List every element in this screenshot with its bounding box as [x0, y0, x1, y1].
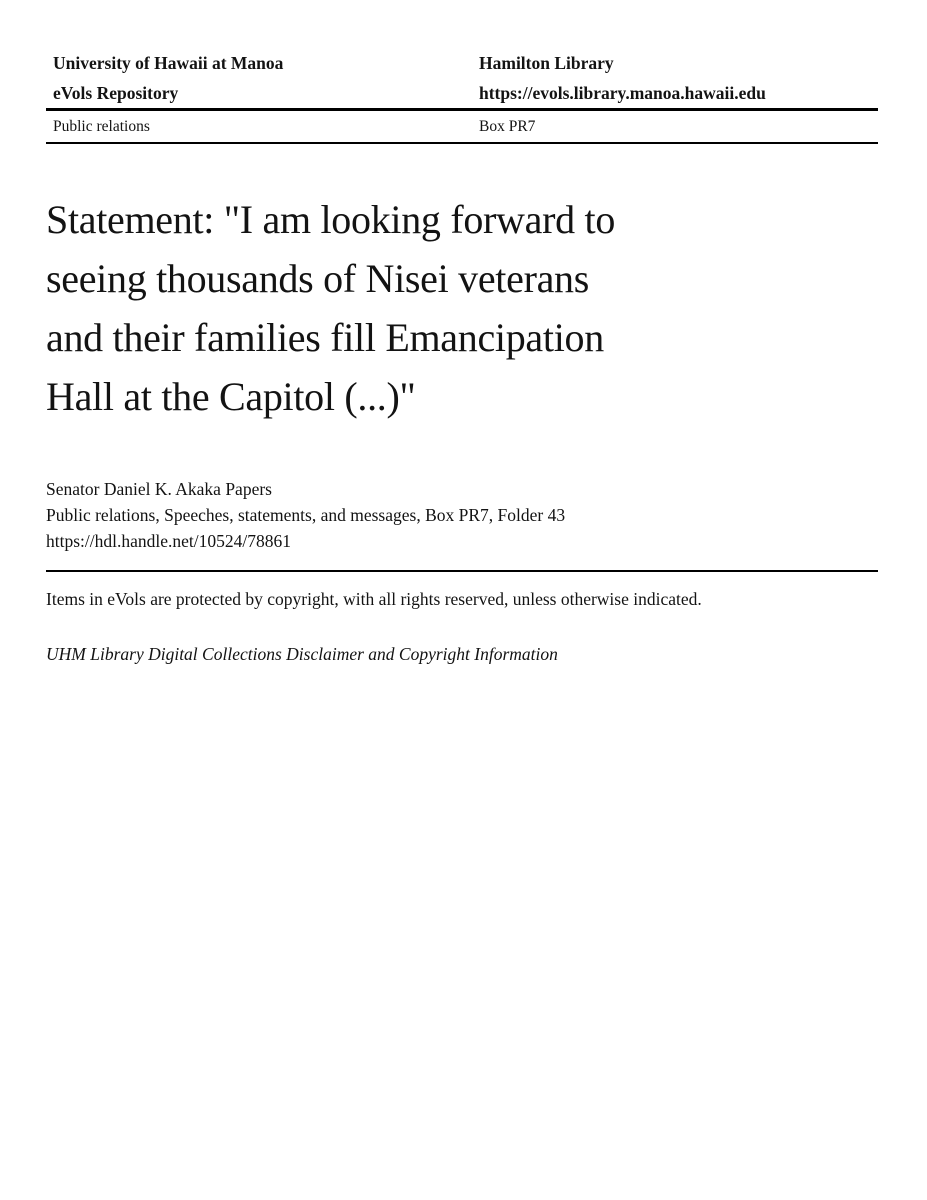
letterhead-left-column: [46, 48, 472, 108]
collection-label: Public relations: [53, 117, 150, 135]
handle-url-link[interactable]: https://hdl.handle.net/10524/78861: [46, 531, 291, 551]
letterhead: [46, 48, 878, 144]
title-line-3: and their families fill Emancipation: [46, 315, 604, 360]
repository-name: eVols Repository: [53, 83, 179, 103]
institution-name: University of Hawaii at Manoa: [53, 53, 284, 73]
title-line-2: seeing thousands of Nisei veterans: [46, 256, 590, 301]
title-line-1: Statement: "I am looking forward to: [46, 197, 616, 242]
box-label: Box PR7: [479, 117, 536, 135]
letterhead-top-row: [46, 48, 878, 108]
title-line-4: Hall at the Capitol (...)": [46, 374, 416, 419]
letterhead-rule-thin: [46, 142, 878, 144]
rights-statement: Items in eVols are protected by copyright, with all rights reserved, unless otherwise indicated.: [46, 589, 702, 609]
footer-rule: [46, 570, 878, 572]
library-name: Hamilton Library: [479, 53, 614, 73]
letterhead-right-column: [472, 48, 878, 108]
collection-title: Senator Daniel K. Akaka Papers: [46, 479, 272, 499]
citation-location: Public relations, Speeches, statements, and messages, Box PR7, Folder 43: [46, 505, 566, 525]
citation-block: [46, 476, 878, 554]
disclaimer-link[interactable]: UHM Library Digital Collections Disclaimer and Copyright Information: [46, 644, 558, 664]
footer: [46, 586, 878, 667]
letterhead-sub-row: [46, 111, 878, 142]
document-title: [46, 190, 878, 426]
repository-url-link[interactable]: https://evols.library.manoa.hawaii.edu: [479, 83, 766, 103]
